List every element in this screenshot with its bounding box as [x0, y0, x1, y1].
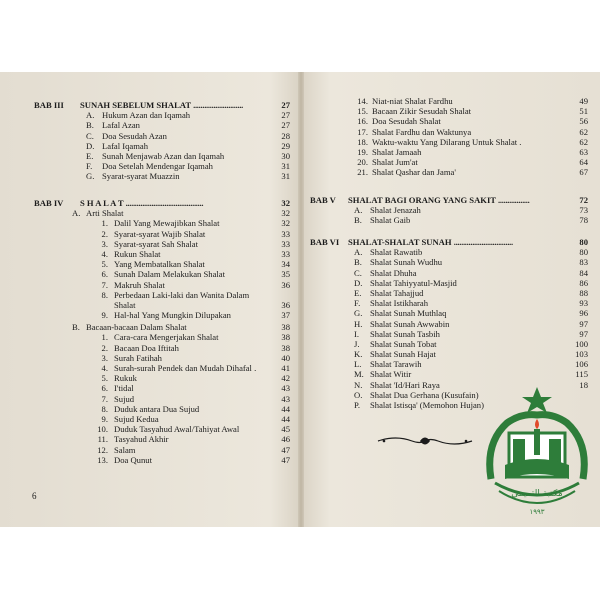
toc-entry: 21. Shalat Qashar dan Jama' 67 — [357, 167, 588, 178]
toc-entry: 1. Dalil Yang Mewajibkan Shalat 32 — [101, 218, 290, 229]
toc-entry: 18. Waktu-waktu Yang Dilarang Untuk Shalat . 62 — [357, 136, 588, 147]
toc-entry: 9. Hal-hal Yang Mungkin Dilupakan 37 — [101, 310, 290, 321]
toc-entry: 15. Bacaan Zikir Sesudah Shalat 51 — [357, 106, 588, 117]
toc-entry: N. Shalat 'Id/Hari Raya 18 — [354, 379, 588, 390]
bab-code: BAB VI — [310, 237, 340, 247]
bab-page: 27 — [281, 100, 290, 110]
toc-section: A. Arti Shalat 32 — [72, 208, 290, 219]
bab-heading — [0, 100, 298, 110]
toc-entry: E. Sunah Menjawab Azan dan Iqamah 30 — [86, 150, 290, 161]
toc-entry: 19. Shalat Jamaah 63 — [357, 146, 588, 157]
toc-entry: 14. Niat-niat Shalat Fardhu 49 — [357, 96, 588, 106]
toc-entry: 10. Duduk Tasyahud Awal/Tahiyat Awal 45 — [97, 424, 290, 435]
continued-list — [304, 96, 600, 178]
toc-entry: O. Shalat Dua Gerhana (Kusufain) — [354, 389, 479, 400]
bab-page: 72 — [579, 195, 588, 205]
toc-entry: 17. Shalat Fardhu dan Waktunya 62 — [357, 126, 588, 137]
toc-entry: 12. Salam 47 — [97, 444, 290, 455]
toc-entry: 4. Surah-surah Pendek dan Mudah Dihafal . 41 — [101, 363, 290, 374]
toc-entry: 6. Sunah Dalam Melakukan Shalat 35 — [101, 269, 290, 280]
toc-entry: B. Shalat Sunah Wudhu 83 — [354, 257, 588, 268]
toc-entry: 3. Syarat-syarat Sah Shalat 33 — [101, 238, 290, 249]
toc-entry: 7. Makruh Shalat 36 — [101, 279, 290, 290]
toc-entry: 6. I'tidal 43 — [101, 383, 290, 394]
bab-heading — [304, 195, 600, 205]
toc-entry: 4. Rukun Shalat 33 — [101, 248, 290, 259]
toc-entry: A. Shalat Rawatib 80 — [354, 247, 588, 258]
stamp-year: ١٩٩٣ — [529, 508, 545, 516]
toc-entry: K. Shalat Sunah Hajat 103 — [354, 349, 588, 360]
toc-entry: 3. Surah Fatihah 40 — [101, 352, 290, 363]
bab-page: 32 — [281, 198, 290, 208]
toc-section: B. Bacaan-bacaan Dalam Shalat 38 — [72, 322, 290, 333]
bab-title: SUNAH SEBELUM SHALAT ........................... — [80, 100, 244, 110]
bab-page: 80 — [579, 237, 588, 247]
toc-entry: P. Shalat Istisqa' (Memohon Hujan) — [354, 400, 484, 410]
toc-entry: M. Shalat Witir 115 — [354, 369, 588, 380]
toc-entry: L. Shalat Tarawih 106 — [354, 359, 588, 370]
toc-entry: J. Shalat Sunah Tobat 100 — [354, 338, 588, 349]
toc-entry: H. Shalat Sunah Awwabin 97 — [354, 318, 588, 329]
toc-entry: D. Shalat Tahiyyatul-Masjid 86 — [354, 277, 588, 288]
ornament-flourish — [376, 433, 474, 449]
toc-entry: B. Lafal Azan 27 — [86, 120, 290, 131]
bab-v-block — [304, 195, 600, 226]
left-page — [0, 72, 298, 527]
toc-entry: 16. Doa Sesudah Shalat 56 — [357, 116, 588, 127]
toc-entry: C. Doa Sesudah Azan 28 — [86, 130, 290, 141]
bab-title: SHALAT BAGI ORANG YANG SAKIT ................. — [348, 195, 530, 205]
toc-entry: 13. Doa Qunut 47 — [97, 454, 290, 465]
toc-entry: 8. Duduk antara Dua Sujud 44 — [101, 403, 290, 414]
toc-entry: A. Shalat Jenazah 73 — [354, 205, 588, 216]
toc-entry: G. Syarat-syarat Muazzin 31 — [86, 171, 290, 182]
stamp-library-name: مكتبة التميمي — [511, 489, 563, 499]
toc-entry: 5. Yang Membatalkan Shalat 34 — [101, 259, 290, 270]
bab-code: BAB IV — [34, 198, 64, 208]
toc-entry: E. Shalat Tahajjud 88 — [354, 287, 588, 298]
toc-entry: 2. Syarat-syarat Wajib Shalat 33 — [101, 228, 290, 239]
bab-heading — [0, 198, 298, 208]
bab-code: BAB III — [34, 100, 64, 110]
toc-entry: F. Doa Setelah Mendengar Iqamah 31 — [86, 161, 290, 172]
bab-heading — [304, 237, 600, 247]
toc-entry: F. Shalat Istikharah 93 — [354, 298, 588, 309]
toc-entry: 5. Rukuk 42 — [101, 373, 290, 384]
toc-entry: 20. Shalat Jum'at 64 — [357, 157, 588, 168]
toc-entry: 11. Tasyahud Akhir 46 — [97, 434, 290, 445]
bab-iv-block — [0, 198, 298, 465]
toc-entry: 1. Cara-cara Mengerjakan Shalat 38 — [101, 332, 290, 343]
toc-entry: C. Shalat Dhuha 84 — [354, 267, 588, 278]
toc-entry: 8. Perbedaan Laki-laki dan Wanita Dalam Shalat 36 — [101, 289, 290, 310]
page-number: 6 — [32, 491, 37, 501]
toc-entry: 7. Sujud 43 — [101, 393, 290, 404]
bab-code: BAB V — [310, 195, 336, 205]
bab-iii-block — [0, 100, 298, 182]
toc-entry: 2. Bacaan Doa Iftitah 38 — [101, 342, 290, 353]
bab-title: SHALAT-SHALAT SUNAH ................................ — [348, 237, 513, 247]
toc-entry: A. Hukum Azan dan Iqamah 27 — [86, 110, 290, 121]
toc-entry: 9. Sujud Kedua 44 — [101, 413, 290, 424]
toc-entry: I. Shalat Sunah Tasbih 97 — [354, 328, 588, 339]
bab-title: S H A L A T .......................................... — [80, 198, 204, 208]
toc-entry: B. Shalat Gaib 78 — [354, 215, 588, 226]
toc-entry: D. Lafal Iqamah 29 — [86, 140, 290, 151]
toc-entry: G. Shalat Sunah Muthlaq 96 — [354, 308, 588, 319]
